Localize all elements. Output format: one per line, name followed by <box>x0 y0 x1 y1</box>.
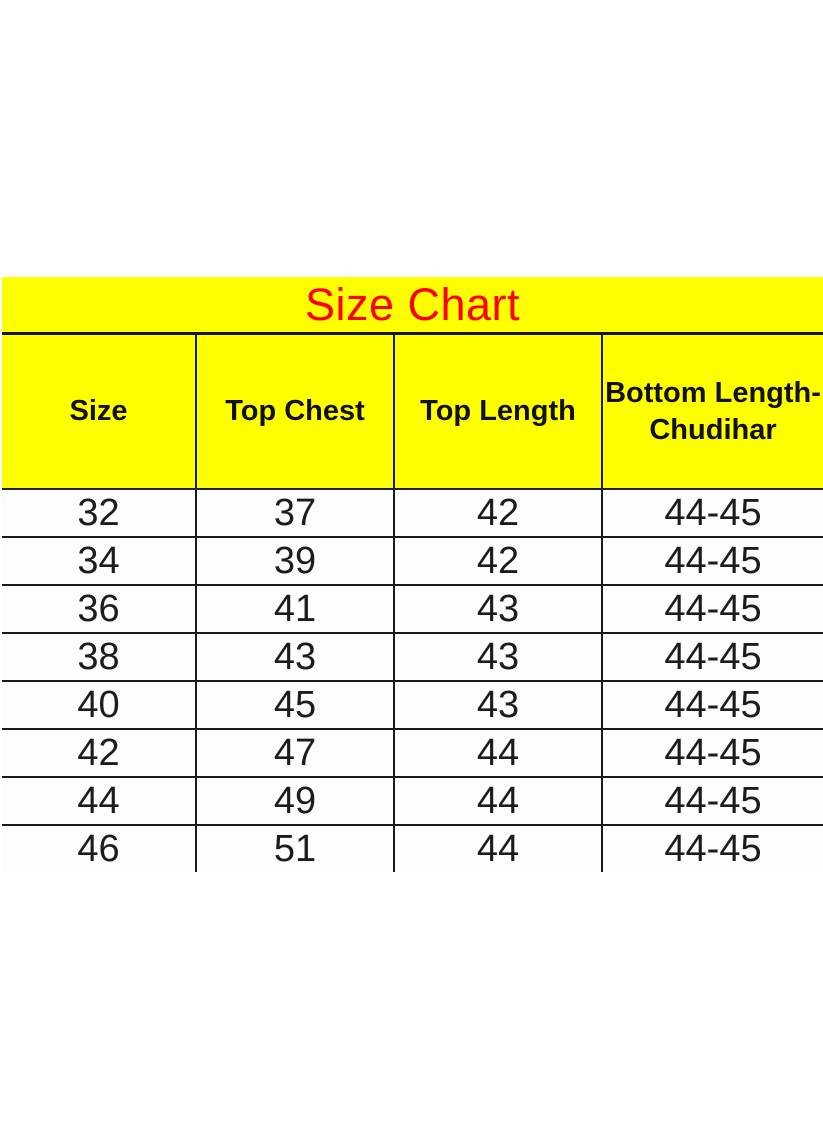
table-row <box>2 680 823 728</box>
table-cell: 37 <box>197 490 395 536</box>
table-cell: 44-45 <box>664 587 762 630</box>
table-cell: 39 <box>197 538 395 584</box>
table-cell: 44-45 <box>664 635 762 678</box>
size-chart-banner <box>2 277 823 332</box>
table-row <box>2 584 823 632</box>
table-row <box>2 824 823 872</box>
table-cell: 42 <box>395 490 603 536</box>
table-cell: 43 <box>395 634 603 680</box>
table-cell: 46 <box>2 826 197 872</box>
table-cell: 40 <box>2 682 197 728</box>
table-cell: 44 <box>395 826 603 872</box>
table-cell: 47 <box>197 730 395 776</box>
table-cell: 49 <box>197 778 395 824</box>
table-body <box>2 488 823 872</box>
header-cell-size: Size <box>2 335 197 488</box>
table-cell: 44 <box>395 730 603 776</box>
table-row <box>2 488 823 536</box>
header-cell-top-chest: Top Chest <box>197 335 395 488</box>
table-header-row <box>2 335 823 488</box>
table-cell: 36 <box>2 586 197 632</box>
table-row <box>2 776 823 824</box>
table-cell: 44-45 <box>664 731 762 774</box>
table-cell: 44-45 <box>664 827 762 870</box>
table-cell: 43 <box>395 586 603 632</box>
table-cell: 44 <box>2 778 197 824</box>
table-cell: 42 <box>395 538 603 584</box>
table-cell: 43 <box>197 634 395 680</box>
header-cell-bottom-length-chudihar: Bottom Length-Chudihar <box>605 377 821 446</box>
table-cell: 41 <box>197 586 395 632</box>
table-cell: 44-45 <box>664 683 762 726</box>
page-title: Size Chart <box>304 278 521 330</box>
table-cell: 44 <box>395 778 603 824</box>
table-cell: 43 <box>395 682 603 728</box>
table-cell: 44-45 <box>664 779 762 822</box>
table-cell: 38 <box>2 634 197 680</box>
table-cell: 32 <box>2 490 197 536</box>
table-cell: 44-45 <box>664 539 762 582</box>
table-cell: 51 <box>197 826 395 872</box>
table-cell: 42 <box>2 730 197 776</box>
size-chart-table <box>2 332 823 872</box>
table-cell: 34 <box>2 538 197 584</box>
header-cell-top-length: Top Length <box>395 335 603 488</box>
table-cell: 45 <box>197 682 395 728</box>
table-cell: 44-45 <box>664 491 762 534</box>
table-row <box>2 632 823 680</box>
table-row <box>2 536 823 584</box>
table-row <box>2 728 823 776</box>
